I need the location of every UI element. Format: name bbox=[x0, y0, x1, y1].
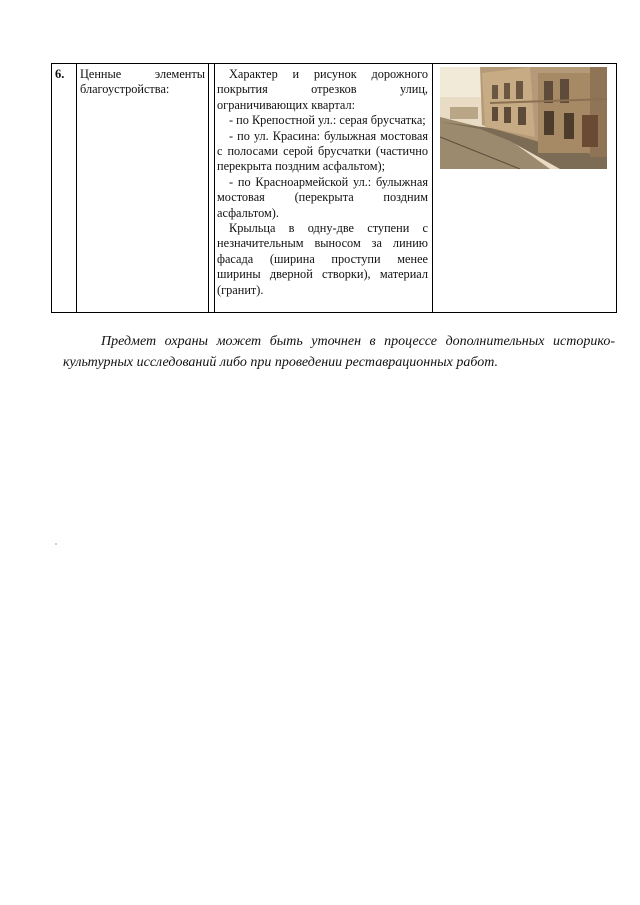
description-paragraph: Характер и рисунок дорожного покрытия отрезков улиц, ограничивающих квартал: bbox=[217, 67, 428, 112]
photo-cell bbox=[432, 64, 616, 312]
note-text: Предмет охраны может быть уточнен в процессе дополнительных историко-культурных исследований либо при проведении реставрационных работ. bbox=[63, 334, 615, 370]
protection-subject-table bbox=[51, 63, 617, 313]
description-paragraph: - по ул. Красина: булыжная мостовая с полосами серой брусчатки (частично перекрыта поздним асфальтом); bbox=[217, 128, 428, 174]
description-paragraph: - по Красноармейской ул.: булыжная мостовая (перекрыта поздним асфальтом). bbox=[217, 174, 428, 220]
scan-speck bbox=[55, 543, 57, 545]
row-number: 6. bbox=[55, 67, 65, 81]
description-paragraph: Крыльца в одну-две ступени с незначительным выносом за линию фасада (ширина проступи менее ширины дверной створки), материал (гранит). bbox=[217, 221, 428, 297]
street-photo bbox=[440, 67, 607, 169]
description-cell bbox=[214, 64, 433, 312]
description-text bbox=[217, 67, 428, 298]
number-cell bbox=[52, 64, 77, 312]
description-paragraph: - по Крепостной ул.: серая брусчатка; bbox=[229, 113, 426, 128]
row-name: Ценные элементы благоустройства: bbox=[80, 67, 205, 97]
name-cell bbox=[76, 64, 209, 312]
protection-note bbox=[63, 331, 615, 373]
